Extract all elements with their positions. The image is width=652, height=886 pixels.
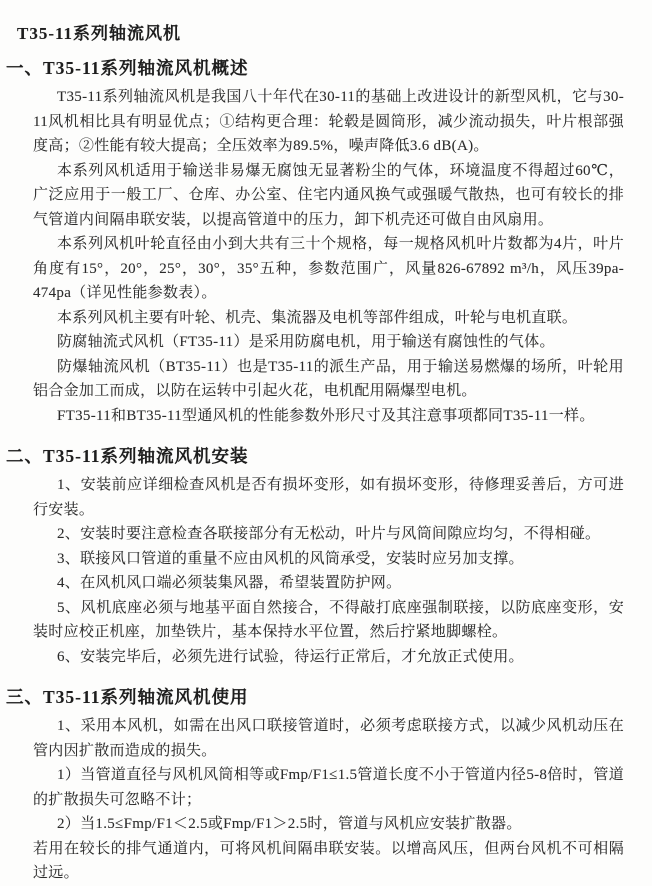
paragraph: 若用在较长的排气通道内，可将风机间隔串联安装。以增高风压，但两台风机不可相隔过远。 <box>33 840 624 881</box>
document-title-text: T35-11系列轴流风机 <box>17 24 182 43</box>
paragraph: 防腐轴流式风机（FT35-11）是采用防腐电机，用于输送有腐蚀性的气体。 <box>57 334 555 350</box>
list-item: 1）当管道直径与风机风筒相等或Fmp/F1≤1.5管道长度不小于管道内径5-8倍时，管道的扩散损失可忽略不计； <box>33 767 624 808</box>
list-item: 4、在风机风口端必须装集风器，希望装置防护网。 <box>57 575 402 591</box>
paragraph: 本系列风机适用于输送非易爆无腐蚀无显著粉尘的气体，环境温度不得超过60℃，广泛应用于一般工厂、仓库、办公室、住宅内通风换气或强暖气散热，也可有较长的排气管道内间隔串联安装，以提高管道中的压力，卸下机壳还可做自由风扇用。 <box>33 162 624 228</box>
section-overview <box>6 55 624 428</box>
paragraph: 本系列风机主要有叶轮、机壳、集流器及电机等部件组成，叶轮与电机直联。 <box>57 309 578 326</box>
list-item: 2、安装时要注意检查各联接部分有无松动，叶片与风筒间隙应均匀，不得相碰。 <box>57 526 601 542</box>
document-title <box>17 22 624 46</box>
paragraph: FT35-11和BT35-11型通风机的性能参数外形尺寸及其注意事项都同T35-11一样。 <box>57 407 595 424</box>
list-item: 3、联接风口管道的重量不应由风机的风筒承受，安装时应另加支撑。 <box>57 550 524 567</box>
list-item: 1、安装前应详细检查风机是否有损坏变形，如有损坏变形，待修理妥善后，方可进行安装。 <box>33 477 624 518</box>
section-heading-overview: 一、T35-11系列轴流风机概述 <box>6 58 249 78</box>
paragraph: 防爆轴流风机（BT35-11）也是T35-11的派生产品，用于输送易燃爆的场所，叶轮用铝合金加工而成，以防在运转中引起火花，电机配用隔爆型电机。 <box>33 358 624 399</box>
list-item: 2）当1.5≤Fmp/F1＜2.5或Fmp/F1＞2.5时，管道与风机应安装扩散器。 <box>57 816 522 832</box>
list-item: 1、采用本风机，如需在出风口联接管道时，必须考虑联接方式，以减少风机动压在管内因扩散而造成的损失。 <box>33 718 624 759</box>
paragraph: T35-11系列轴流风机是我国八十年代在30-11的基础上改进设计的新型风机，它与30-11风机相比具有明显优点；①结构更合理：轮毂是圆筒形，减少流动损失，叶片根部强度高；②性能有较大提高；全压效率为89.5%，噪声降低3.6 dB(A)。 <box>33 89 624 154</box>
section-usage <box>6 684 624 886</box>
section-installation <box>6 443 624 669</box>
paragraph: 本系列风机叶轮直径由小到大共有三十个规格，每一规格风机叶片数都为4片，叶片角度有15°，20°，25°，30°，35°五种，参数范围广，风量826-67892 m³/h，风压39pa-474pa（详见性能参数表）。 <box>33 236 624 301</box>
section-heading-usage: 三、T35-11系列轴流风机使用 <box>6 687 249 707</box>
list-item: 5、风机底座必须与地基平面自然接合，不得敲打底座强制联接，以防底座变形，安装时应校正机座，加垫铁片，基本保持水平位置，然后拧紧地脚螺栓。 <box>33 599 624 640</box>
section-heading-installation: 二、T35-11系列轴流风机安装 <box>6 446 249 466</box>
list-item: 6、安装完毕后，必须先进行试验，待运行正常后，才允放正式使用。 <box>57 648 524 665</box>
